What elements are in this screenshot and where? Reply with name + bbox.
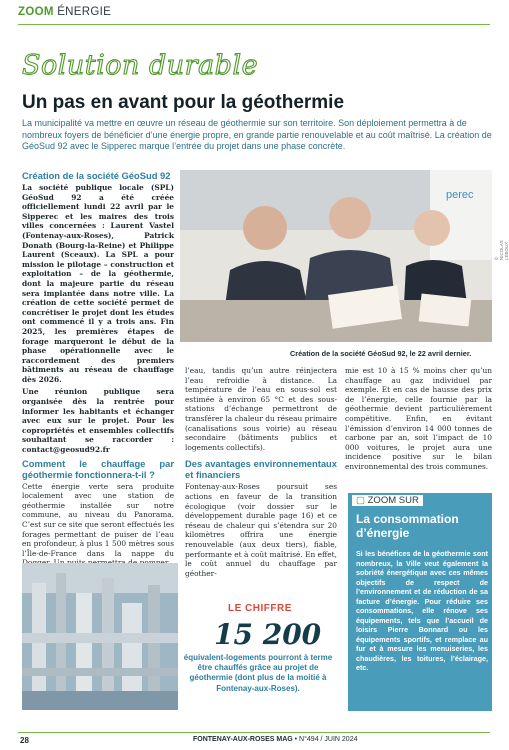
zoom-tag: ▢ ZOOM SUR <box>352 495 423 506</box>
paragraph-reunion: Une réunion publique sera organisée dès la rentrée pour informer les habitants et échanger avec eux sur le projet. Pour les copropriétés et ensembles collectifs souhaitant se raccorder : contact@geosud92.fr <box>22 387 174 455</box>
paragraph-creation: La société publique locale (SPL) GéoSud 92 a été créée officiellement lundi 22 avril par le Sipperec et les maires des trois villes concernées : Laurent Vastel (Fontenay-aux-Roses), Patrick Donath (Bourg-la-Reine) et Philippe Laurent (Sceaux). La SPL a pour mission le pilotage – construction et exploitation – de la géothermie, dont la majeure partie du réseau sera implantée dans notre ville. La création de cette société permet de concrétiser le projet dont les études ont commencé il y a trois ans. Fin 2025, les premières étapes de forage marqueront le début de la phase opérationnelle avec le raccordement des premiers bâtiments au réseau de chauffage dès 2026. <box>22 183 174 384</box>
photo-caption: Création de la société GéoSud 92, le 22 avril dernier. <box>290 349 472 358</box>
figure-description: équivalent-logements pourront à terme être chauffés grâce au projet de géothermie (dont plus de la moitié à Fontenay-aux-Roses). <box>183 653 333 693</box>
column-3 <box>345 366 492 475</box>
footer-divider <box>18 732 490 733</box>
subheading-avantages: Des avantages environnementaux et financiers <box>185 458 337 481</box>
paragraph-fonctionnement: Cette énergie verte sera produite localement avec une station de géothermie installée sur notre commune, au niveau du Panorama. C’est sur ce site que seront effectués les forages permettant de puiser de l’eau en profondeur, à plus 1 500 mètres sous l’Île-de-France dans la nappe du <box>22 481 174 558</box>
column-1 <box>22 170 174 571</box>
kicker-title: Solution durable <box>22 50 259 81</box>
banner-text: perec <box>446 189 474 201</box>
photo-signing-ceremony <box>180 170 492 342</box>
paragraph-reinjection: l’eau, tandis qu’un autre réinjectera l’eau refroidie à distance. La température de l’eau en sous-sol est estimée à environ 65 °C et des sous-stations d’échange permettront de transférer la chaleur du réseau primaire (canalisations sous voirie) au réseau secondaire (bâtiments publics et logements collectifs). <box>185 366 337 452</box>
figure-value: 15 200 <box>214 618 322 651</box>
article-lead: La municipalité va mettre en œuvre un réseau de géothermie sur son territoire. Son déploiement permettra à de nombreux foyers de bénéficier d’une énergie propre, en grande partie renouvelable et au coût maîtrisé. La création de GéoSud 92 avec le Sipperec marque l’entrée du projet dans une phase concrète. <box>22 118 492 152</box>
page-number: 28 <box>20 736 29 745</box>
zoom-text: Si les bénéfices de la géothermie sont nombreux, la Ville veut également la sobriété énergétique avec ces mêmes objectifs de respect de l’environnement et de réduction de sa facture d’énergie. Pour réduire ses consommations, elle rénove ses équipements, tels que l’accueil de loisirs Pierre Bonnard ou les équipements sportifs, et remplace au fur et à mesure les menuiseries, les chaudières, les toitures, l’éclairage, etc. <box>356 549 488 672</box>
subheading-creation: Création de la société GéoSud 92 <box>22 170 171 181</box>
photo-geothermal-plant <box>22 563 178 710</box>
magazine-footer: FONTENAY-AUX-ROSES MAG • N°494 / JUIN 2024 <box>193 736 358 743</box>
subheading-fonctionnement: Comment le chauffage par géothermie fonctionnera-t-il ? <box>22 457 174 480</box>
zoom-bullet-icon: ▢ <box>356 495 365 506</box>
paragraph-cout: mie est 10 à 15 % moins cher qu’un chauffage au gaz individuel par exemple. Et en cas de hausse des prix de l’énergie, celle fournie par la géothermie devient particulièrement compétitive. Enfin, en évitant l’émission d’environ 14 000 tonnes de carbone par an, soit l’impact de 10 000 voitures, le projet aura une incidence positive sur le bilan environnemental des trois communes. <box>345 366 492 471</box>
paragraph-avantages: Fontenay-aux-Roses poursuit ses actions en faveur de la transition écologique (voir dossier sur le développement durable page 16) et ce réseau de chaleur qui s’étendra sur 20 kilomètres offrira une énergie renouvelable (aux deux tiers), fiable, performante et à coût maîtrisé. En effet, le coût annuel du chauffage par géother- <box>185 482 337 578</box>
section-rubric: ZOOM ÉNERGIE <box>18 6 112 18</box>
article-headline: Un pas en avant pour la géothermie <box>22 92 345 113</box>
column-2 <box>185 366 337 581</box>
photo-credit: © NICOLAS LEBOUX <box>494 240 509 260</box>
figure-label: LE CHIFFRE <box>228 603 292 614</box>
top-divider <box>18 24 490 25</box>
zoom-title: La consommation d’énergie <box>356 512 459 540</box>
